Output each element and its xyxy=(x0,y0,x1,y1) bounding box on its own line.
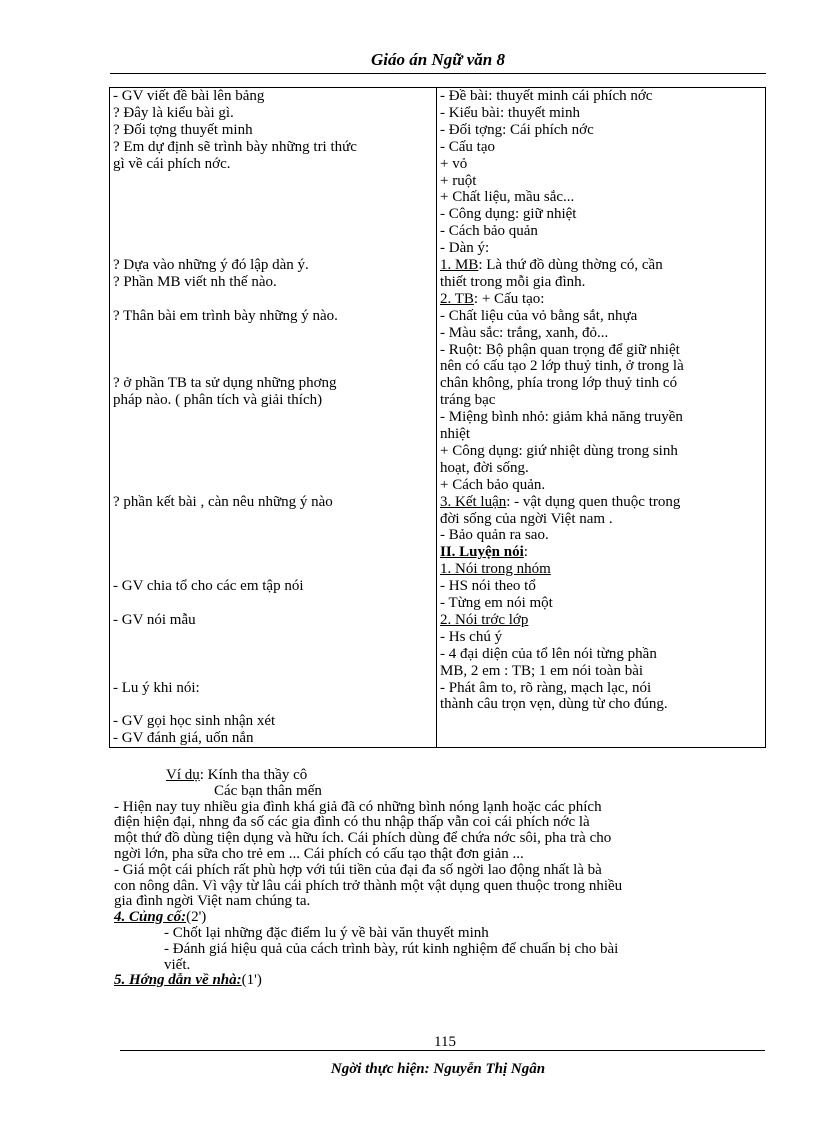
text-line: ngời lớn, pha sữa cho trẻ em ... Cái phích có cấu tạo thật đơn giản ... xyxy=(114,845,524,862)
left-line xyxy=(113,578,433,595)
right-line xyxy=(440,156,762,173)
line-text: ? Đây là kiểu bài gì. xyxy=(113,104,234,121)
right-line xyxy=(440,240,762,257)
example-label: Ví dụ xyxy=(166,767,200,783)
line-text: - Kiểu bài: thuyết minh xyxy=(440,104,580,121)
lesson-table xyxy=(109,87,766,748)
right-line xyxy=(440,173,762,190)
line-text: - Lu ý khi nói: xyxy=(113,679,200,696)
line-text: - GV chia tổ cho các em tập nói xyxy=(113,578,304,595)
line-text: - Từng em nói một xyxy=(440,595,553,611)
right-line xyxy=(440,494,762,511)
left-line xyxy=(113,257,433,274)
right-line xyxy=(440,206,762,223)
section-heading: 1. Nói trong nhóm xyxy=(440,561,551,578)
line-text: - Cấu tạo xyxy=(440,138,495,155)
left-line xyxy=(113,392,433,409)
line-text: - Ruột: Bộ phận quan trọng để giữ nhiệt xyxy=(440,341,680,358)
section-5-time: (1') xyxy=(241,972,262,989)
right-line xyxy=(440,612,762,629)
right-line xyxy=(440,325,762,342)
line-text: - Chất liệu của vỏ bằng sắt, nhựa xyxy=(440,307,638,324)
line-text: - Dàn ý: xyxy=(440,240,490,257)
line-text: - Công dụng: giữ nhiệt xyxy=(440,206,577,223)
content-lines xyxy=(440,88,762,747)
line-text: chân không, phía trong lớp thuỷ tinh có xyxy=(440,375,678,392)
text-line: một thứ đồ dùng tiện dụng và hữu ích. Cái phích dùng để chứa nớc sôi, pha trà cho xyxy=(114,830,612,847)
right-line xyxy=(440,511,762,528)
right-line xyxy=(440,426,762,443)
text-line: - Hiện nay tuy nhiều gia đình khá giả đã có những bình nóng lạnh hoặc các phích xyxy=(114,798,602,815)
section-heading: 3. Kết luận xyxy=(440,493,507,510)
text-line: gia đình ngời Việt nam chúng ta. xyxy=(114,893,311,910)
line-text: - Đề bài: thuyết minh cái phích nớc xyxy=(440,88,653,104)
line-text: + Chất liệu, mầu sắc... xyxy=(440,189,575,206)
line-text: - Màu sắc: trắng, xanh, đỏ... xyxy=(440,324,609,341)
line-text: + Cách bảo quản. xyxy=(440,476,546,493)
right-line xyxy=(440,477,762,494)
line-text: nhiệt xyxy=(440,426,470,442)
right-line xyxy=(440,646,762,663)
section-4-heading: 4. Củng cố: xyxy=(114,909,187,926)
line-text: - Bảo quản ra sao. xyxy=(440,527,549,544)
left-line xyxy=(113,375,433,392)
line-text: thiết trong mỗi gia đình. xyxy=(440,273,586,290)
left-line xyxy=(113,680,433,697)
line-text: đời sống của ngời Việt nam . xyxy=(440,510,613,527)
example-greeting-2: Các bạn thân mến xyxy=(214,782,322,799)
line-text: : Là thứ đồ dùng thờng có, cần xyxy=(478,257,663,273)
right-line xyxy=(440,189,762,206)
line-text: ? Thân bài em trình bày những ý nào. xyxy=(113,307,338,324)
line-text: : xyxy=(523,544,528,561)
line-text: MB, 2 em : TB; 1 em nói toàn bài xyxy=(440,662,644,679)
header-divider xyxy=(110,73,766,74)
line-text: ? Phần MB viết nh thế nào. xyxy=(113,273,277,290)
right-line xyxy=(440,629,762,646)
right-line xyxy=(440,105,762,122)
right-line xyxy=(440,291,762,308)
line-text: : - vật dụng quen thuộc trong xyxy=(506,493,681,510)
right-line xyxy=(440,460,762,477)
line-text: pháp nào. ( phân tích và giải thích) xyxy=(113,392,323,409)
line-text: - 4 đại diện của tổ lên nói từng phần xyxy=(440,645,657,662)
example-paragraph-2 xyxy=(114,863,774,910)
left-line xyxy=(113,308,433,325)
right-line xyxy=(440,139,762,156)
right-line xyxy=(440,392,762,409)
right-line xyxy=(440,680,762,697)
teacher-activity-lines xyxy=(113,88,433,747)
line-text: ? Em dự định sẽ trình bày những tri thức xyxy=(113,138,357,155)
right-line xyxy=(440,561,762,578)
line-text: - Hs chú ý xyxy=(440,628,503,645)
left-line xyxy=(113,88,433,105)
left-line xyxy=(113,713,433,730)
right-line xyxy=(440,375,762,392)
line-text: + vỏ xyxy=(440,155,468,172)
left-line xyxy=(113,139,433,156)
line-text: tráng bạc xyxy=(440,392,496,409)
page-header-title: Giáo án Ngữ văn 8 xyxy=(371,50,505,69)
line-text: - GV đánh giá, uốn nắn xyxy=(113,730,254,747)
right-line xyxy=(440,358,762,375)
left-line xyxy=(113,730,433,747)
right-line xyxy=(440,578,762,595)
line-text: + Công dụng: giứ nhiệt dùng trong sinh xyxy=(440,442,678,459)
right-line xyxy=(440,342,762,359)
line-text: ? ở phần TB ta sử dụng những phơng xyxy=(113,375,337,392)
left-line xyxy=(113,156,433,173)
text-line: - Đánh giá hiệu quả của cách trình bày, rút kinh nghiệm để chuẩn bị cho bài xyxy=(164,940,619,957)
example-section xyxy=(114,768,774,989)
right-line xyxy=(440,274,762,291)
line-text: ? phần kết bài , càn nêu những ý nào xyxy=(113,493,333,510)
line-text: : + Cấu tạo: xyxy=(473,290,545,307)
section-heading: 2. Nói trớc lớp xyxy=(440,611,529,628)
footer-author: Ngời thực hiện: Nguyễn Thị Ngân xyxy=(330,1061,546,1077)
text-line: con nông dân. Vì vậy từ lâu cái phích trở thành một vật dụng quen thuộc trong nhiều xyxy=(114,877,623,894)
section-heading: 2. TB xyxy=(440,290,474,307)
left-line xyxy=(113,122,433,139)
left-line xyxy=(113,274,433,291)
line-text: - Đối tợng: Cái phích nớc xyxy=(440,121,594,138)
line-text: + ruột xyxy=(440,172,477,189)
line-text: - Miệng bình nhỏ: giảm khả năng truyền xyxy=(440,409,683,426)
right-line xyxy=(440,223,762,240)
line-text: - HS nói theo tổ xyxy=(440,578,536,595)
right-line xyxy=(440,409,762,426)
right-line xyxy=(440,122,762,139)
right-line xyxy=(440,443,762,460)
right-line xyxy=(440,696,762,713)
section-5-heading: 5. Hớng dẫn về nhà: xyxy=(114,972,242,989)
left-line xyxy=(113,612,433,629)
line-text: - GV viết đề bài lên bảng xyxy=(113,88,265,104)
section-4-time: (2') xyxy=(186,909,207,926)
example-greeting: : Kính tha thầy cô xyxy=(199,767,308,783)
left-line xyxy=(113,105,433,122)
left-line xyxy=(113,494,433,511)
text-line: điện hiện đại, nhng đa số các gia đình có thu nhập thấp vẫn coi cái phích nớc là xyxy=(114,814,590,831)
right-line xyxy=(440,257,762,274)
line-text: - Cách bảo quản xyxy=(440,223,538,240)
page-number: 115 xyxy=(434,1034,456,1050)
section-heading: II. Luyện nói xyxy=(440,544,524,561)
line-text: gì về cái phích nớc. xyxy=(113,155,231,172)
section-heading: 1. MB xyxy=(440,257,479,273)
text-line: - Chốt lại những đặc điểm lu ý về bài văn thuyết minh xyxy=(164,924,489,941)
content-column xyxy=(437,88,766,748)
example-paragraph-1 xyxy=(114,800,774,863)
line-text: hoạt, đời sống. xyxy=(440,459,529,476)
line-text: - GV gọi học sinh nhận xét xyxy=(113,713,276,730)
section-4-items xyxy=(114,926,774,973)
line-text: thành câu trọn vẹn, dùng từ cho đúng. xyxy=(440,696,668,713)
teacher-activity-column xyxy=(110,88,437,748)
right-line xyxy=(440,88,762,105)
line-text: nên có cấu tạo 2 lớp thuỷ tinh, ở trong là xyxy=(440,358,684,375)
right-line xyxy=(440,308,762,325)
text-line: viết. xyxy=(164,956,191,973)
footer-divider xyxy=(120,1050,765,1051)
line-text: ? Đối tợng thuyết minh xyxy=(113,121,253,138)
line-text: - GV nói mẫu xyxy=(113,611,196,628)
right-line xyxy=(440,595,762,612)
line-text: ? Dựa vào những ý đó lập dàn ý. xyxy=(113,257,309,273)
text-line: - Giá một cái phích rất phù hợp với túi tiền của đại đa số ngời lao động nhất là bà xyxy=(114,861,602,878)
right-line xyxy=(440,527,762,544)
line-text: - Phát âm to, rõ ràng, mạch lạc, nói xyxy=(440,679,652,696)
right-line xyxy=(440,663,762,680)
right-line xyxy=(440,544,762,561)
